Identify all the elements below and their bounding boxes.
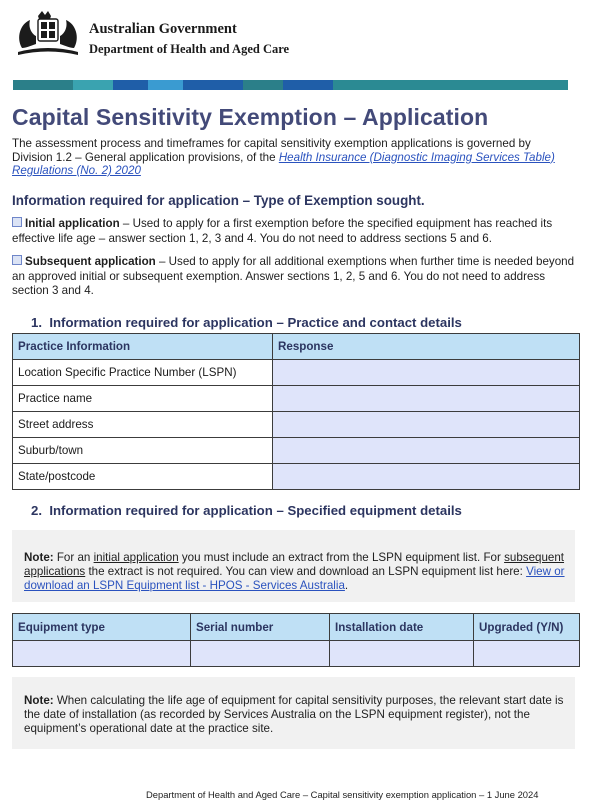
section1-heading <box>31 315 462 330</box>
note-underline: subsequent applications <box>24 551 565 578</box>
note-label: Note: <box>24 694 54 707</box>
government-name: Australian Government <box>89 21 237 37</box>
intro-body: The assessment process and timeframes for capital sensitivity exemption applications is governed by Division 1.2 – General application provisions, of the <box>12 137 531 164</box>
department-name: Department of Health and Aged Care <box>89 42 290 56</box>
table-row <box>13 464 580 490</box>
section2-heading <box>31 503 462 518</box>
intro-text <box>12 137 572 178</box>
note-text: . <box>344 579 349 592</box>
table-row <box>13 641 580 667</box>
installation-date-field[interactable] <box>330 641 474 667</box>
section1-number: 1. <box>31 315 42 330</box>
initial-text: – Used to apply for a first exemption before the specified equipment has reached its effective life age – answer section 1, 2, 3 and 4. You do not need to address sections 5 and 6. <box>12 217 553 245</box>
subsequent-application-option <box>12 255 577 299</box>
lspn-response-field[interactable] <box>273 360 580 386</box>
note-underline: initial application <box>93 551 179 564</box>
page-title: Capital Sensitivity Exemption – Application <box>12 104 489 130</box>
equipment-type-field[interactable] <box>13 641 191 667</box>
row-label: Street address <box>13 412 273 438</box>
section2-title: Information required for application – Specified equipment details <box>49 503 462 518</box>
upgraded-field[interactable] <box>474 641 580 667</box>
note-text: For an <box>53 551 94 564</box>
regulations-link[interactable]: Health Insurance (Diagnostic Imaging Services Table) Regulations (No. 2) 2020 <box>12 150 555 177</box>
lspn-equipment-list-link[interactable]: View or download an LSPN Equipment list - HPOS - Services Australia <box>24 565 565 592</box>
equipment-type-header: Equipment type <box>13 614 191 641</box>
table-row <box>13 412 580 438</box>
upgraded-header: Upgraded (Y/N) <box>474 614 580 641</box>
note-text: you must include an extract from the LSPN equipment list. For <box>178 551 505 564</box>
response-header: Response <box>273 334 580 360</box>
row-label: Suburb/town <box>13 438 273 464</box>
subsequent-text: – Used to apply for all additional exemptions when further time is needed beyond an approved initial or subsequent exemption. Answer sections 1, 2, 5 and 6. You do not need to address section 3 and 4. <box>12 255 575 297</box>
note-extract-text <box>24 551 569 593</box>
coat-of-arms-logo <box>14 8 82 58</box>
table-row <box>13 386 580 412</box>
row-label: Practice name <box>13 386 273 412</box>
street-address-field[interactable] <box>273 412 580 438</box>
note-text: the extract is not required. You can view and download an LSPN equipment list here: <box>85 565 527 578</box>
note-label: Note: <box>24 551 54 564</box>
initial-application-option <box>12 217 577 246</box>
equipment-table <box>12 613 580 667</box>
serial-number-header: Serial number <box>191 614 330 641</box>
installation-date-header: Installation date <box>330 614 474 641</box>
note-box-extract <box>12 530 575 602</box>
practice-info-header: Practice Information <box>13 334 273 360</box>
page-footer: Department of Health and Aged Care – Capital sensitivity exemption application – 1 June 2024 <box>146 789 539 800</box>
section1-title: Information required for application – Practice and contact details <box>49 315 462 330</box>
row-label: Location Specific Practice Number (LSPN) <box>13 360 273 386</box>
subsequent-checkbox[interactable] <box>12 255 22 265</box>
note-box-life-age <box>12 677 575 749</box>
table-row <box>13 360 580 386</box>
type-heading: Information required for application – Type of Exemption sought. <box>12 193 425 208</box>
note-life-age-text <box>24 694 569 736</box>
initial-checkbox[interactable] <box>12 217 22 227</box>
suburb-field[interactable] <box>273 438 580 464</box>
section2-number: 2. <box>31 503 42 518</box>
practice-table <box>12 333 580 490</box>
subsequent-label: Subsequent application <box>25 255 156 268</box>
serial-number-field[interactable] <box>191 641 330 667</box>
note-text: When calculating the life age of equipment for capital sensitivity purposes, the relevant start date is the date of installation (as recorded by Services Australia on the LSPN equipment register), not the equipment’s operational date at the practice site. <box>24 694 564 735</box>
header-stripe <box>13 80 568 90</box>
row-label: State/postcode <box>13 464 273 490</box>
table-row <box>13 438 580 464</box>
initial-label: Initial application <box>25 217 120 230</box>
practice-name-field[interactable] <box>273 386 580 412</box>
state-postcode-field[interactable] <box>273 464 580 490</box>
